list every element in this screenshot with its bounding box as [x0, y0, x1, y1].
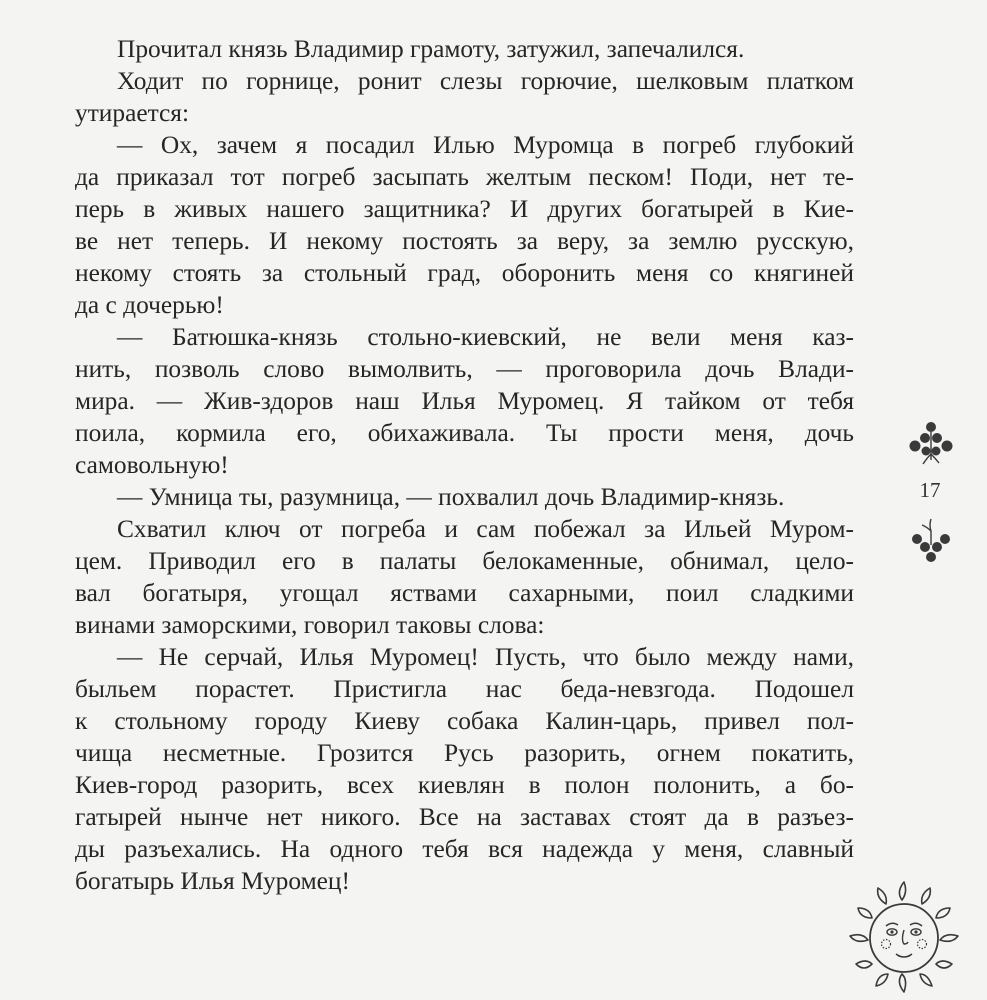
text-line: утирается: — [75, 99, 190, 127]
text-line: нить, позволь слово вымолвить, — проговорила дочь Влади- — [75, 355, 854, 383]
main-text — [75, 33, 854, 897]
text-line: — Ох, зачем я посадил Илью Муромца в погреб глубокий — [117, 131, 854, 159]
text-line: Киев-город разорить, всех киевлян в полон полонить, а бо- — [75, 771, 854, 799]
berry-sprig-top-icon — [905, 418, 957, 466]
text-line: — Батюшка-князь стольно-киевский, не вели меня каз- — [117, 323, 854, 351]
text-line: — Умница ты, разумница, — похвалил дочь Владимир-князь. — [117, 483, 785, 511]
text-line: к стольному городу Киеву собака Калин-царь, привел пол- — [75, 707, 854, 735]
text-line: ды разъехались. На одного тебя вся надежда у меня, славный — [75, 835, 854, 863]
text-line: некому стоять за стольный град, оборонить меня со княгиней — [75, 259, 854, 287]
page-number: 17 — [919, 478, 941, 502]
text-line: да с дочерью! — [75, 291, 224, 319]
text-line: да приказал тот погреб засыпать желтым песком! Поди, нет те- — [75, 163, 854, 191]
text-line: ве нет теперь. И некому постоять за веру, за землю русскую, — [75, 227, 854, 255]
text-line: Ходит по горнице, ронит слезы горючие, шелковым платком — [117, 67, 854, 95]
text-line: Прочитал князь Владимир грамоту, затужил, запечалился. — [117, 35, 745, 63]
text-line: мира. — Жив-здоров наш Илья Муромец. Я тайком от тебя — [75, 387, 854, 415]
text-line: самовольную! — [75, 451, 229, 479]
text-line: цем. Приводил его в палаты белокаменные, обнимал, цело- — [75, 547, 854, 575]
text-line: перь в живых нашего защитника? И других богатырей в Кие- — [75, 195, 854, 223]
text-line: чища несметные. Грозится Русь разорить, огнем покатить, — [75, 739, 854, 767]
sun-face-icon — [842, 878, 966, 996]
text-line: гатырей нынче нет никого. Все на заставах стоят да в разъез- — [75, 803, 854, 831]
text-line: богатырь Илья Муромец! — [75, 867, 350, 895]
berry-sprig-bottom-icon — [905, 515, 957, 563]
text-line: — Не серчай, Илья Муромец! Пусть, что было между нами, — [117, 643, 854, 671]
text-line: вал богатыря, угощал яствами сахарными, поил сладкими — [75, 579, 854, 607]
text-line: винами заморскими, говорил таковы слова: — [75, 611, 545, 639]
text-line: быльем порастет. Пристигла нас беда-невзгода. Подошел — [75, 675, 854, 703]
text-line: поила, кормила его, обихаживала. Ты прости меня, дочь — [75, 419, 854, 447]
text-line: Схватил ключ от погреба и сам побежал за Ильей Муром- — [117, 515, 854, 543]
